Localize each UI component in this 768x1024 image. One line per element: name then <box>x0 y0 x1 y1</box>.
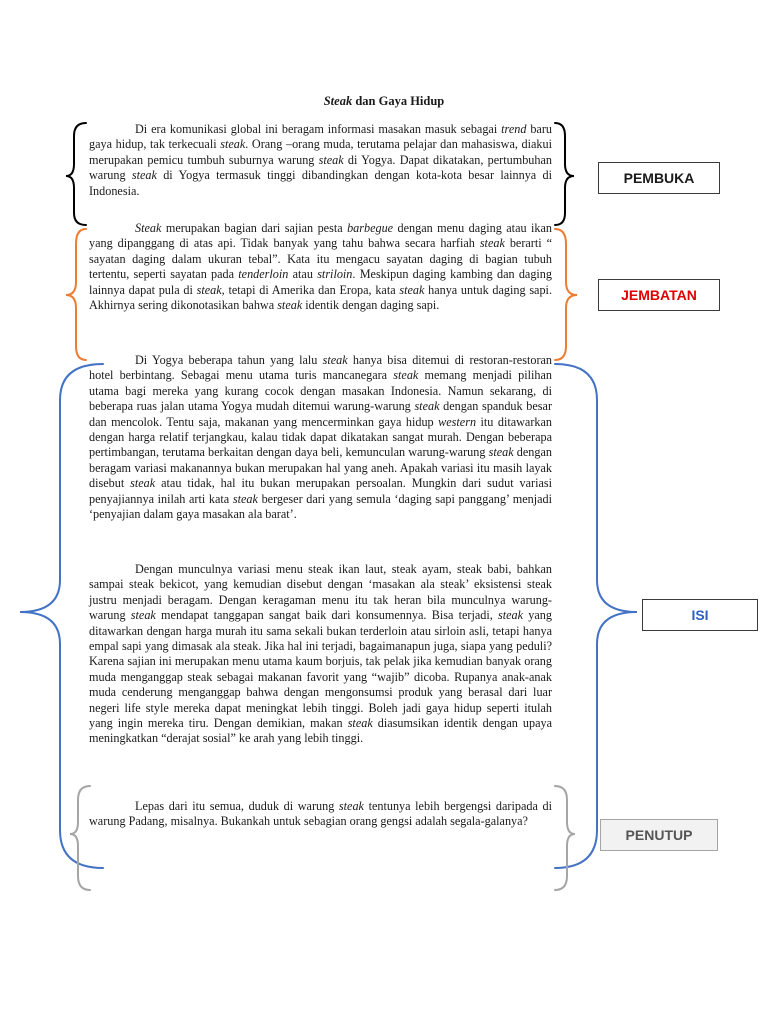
paragraph-pembuka <box>89 122 552 199</box>
paragraph-isi-2 <box>89 562 552 747</box>
text-run: atau <box>288 267 318 282</box>
isi-right-brace <box>555 364 637 868</box>
paragraph-isi-1 <box>89 353 552 522</box>
text-run: diasumsikan identik dengan upaya meningkatkan “derajat sosial” ke arah yang lebih tinggi. <box>89 716 552 746</box>
text-run: hanya untuk daging sapi. Akhirnya sering dikonotasikan bahwa <box>89 282 552 313</box>
text-run: mendapat tanggapan sangat baik dari konsumennya. Bisa terjadi, <box>155 608 498 623</box>
jembatan-right-brace <box>555 229 577 360</box>
italic-term: steak <box>393 368 419 383</box>
italic-term: steak <box>220 137 246 152</box>
text-run: , tetapi di Amerika dan Eropa, kata <box>221 282 400 297</box>
label-pembuka: PEMBUKA <box>598 162 720 194</box>
italic-term: tenderloin <box>238 267 289 282</box>
label-jembatan: JEMBATAN <box>598 279 720 311</box>
title-rest: dan Gaya Hidup <box>352 94 445 108</box>
pembuka-left-brace <box>66 123 86 225</box>
italic-term: steak <box>322 353 348 367</box>
pembuka-right-brace <box>555 123 574 225</box>
italic-term: steak <box>131 168 157 183</box>
paragraph-jembatan <box>89 221 552 313</box>
text-run: identik dengan daging sapi. <box>302 298 440 313</box>
italic-term: striloin <box>317 267 353 282</box>
text-run: dengan beragam variasi makanannya bukan merupakan hal yang aneh. Apakah variasi itu masih layak disebut <box>89 445 552 491</box>
text-run: Lepas dari itu semua, duduk di warung <box>135 799 339 813</box>
text-run: berarti “ sayatan daging dalam ukuran tebal”. Kata itu mengacu sayatan daging di bagian tubuh tertentu, seperti sayatan pada <box>89 236 552 282</box>
italic-term: Steak <box>135 221 162 235</box>
text-run: Di Yogya beberapa tahun yang lalu <box>135 353 323 367</box>
text-run: atau tidak, hal itu bukan merupakan persoalan. Mungkin dari sudut variasi penyajiannya inilah arti kata <box>89 476 552 506</box>
text-run: Di era komunikasi global ini beragam informasi masakan masuk sebagai <box>135 122 502 136</box>
penutup-left-brace <box>70 786 90 890</box>
text-run: di Yogya termasuk tinggi dibandingkan dengan kota-kota besar lainnya di Indonesia. <box>89 168 552 198</box>
text-run: baru gaya hidup, tak terkecuali <box>89 122 552 152</box>
paragraph-penutup <box>89 799 552 830</box>
text-run: yang ditawarkan dengan harga murah itu sama sekali bukan terderloin atau sirloin asli, tetapi hanya empal sapi yang dimasak ala steak. Jika hal ini terjadi, bagaimanapun juga, siapa yang peduli? Karena sajian ini merupakan menu utama kaum borjuis, tak pelak jika kemudian banyak orang muda menganggap steak sebagai makanan favorit yang “wajib” dicoba. Rupanya anak-anak muda cenderung menganggap bahwa dengan mengonsumsi produk yang berasal dari luar negeri life style mereka dapat meningkat lebih tinggi. Boleh jadi gaya hidup seperti itulah yang ingin mereka tiru. Dengan demikian, makan <box>89 608 552 731</box>
text-run: tentunya lebih bergengsi daripada di warung Padang, misalnya. Bukankah untuk sebagian orang gengsi adalah segala-galanya? <box>89 799 552 829</box>
text-run: memang menjadi pilihan utama bagi mereka yang kurang cocok dengan masakan Indonesia. Namun sekarang, di beberapa ruas jalan utama Yogya mudah ditemui warung-warung <box>89 368 552 414</box>
italic-term: steak <box>196 282 222 297</box>
italic-term: steak <box>347 716 373 731</box>
text-run: hanya bisa ditemui di restoran-restoran hotel berbintang. Sebagai menu utama turis mancanegara <box>89 353 553 383</box>
italic-term: steak <box>399 282 425 297</box>
paragraph-text <box>89 221 552 313</box>
text-run: dengan menu daging atau ikan yang dipanggang di atas api. Tidak banyak yang tahu bahwa secara harfiah <box>89 221 552 251</box>
title-italic: Steak <box>323 94 353 108</box>
italic-term: steak <box>130 608 156 623</box>
text-run: . Meskipun daging kambing dan daging lainnya dapat pula di <box>89 267 552 297</box>
italic-term: barbegue <box>347 221 394 235</box>
italic-term: steak <box>479 236 505 251</box>
italic-term: steak <box>130 476 156 491</box>
italic-term: steak <box>232 491 258 506</box>
text-run: itu ditawarkan dengan harga relatif terjangkau, kalau tidak dapat dikatakan sangat murah. Dengan beberapa pertimbangan, terutama berkaitan dengan daya beli, kemunculan warung-warung <box>89 414 552 460</box>
text-run: dengan spanduk besar dan mencolok. Tentu saja, makanan yang mencerminkan gaya hidup <box>89 399 552 429</box>
paragraph-text <box>89 799 552 830</box>
italic-term: steak <box>338 799 364 813</box>
paragraph-text <box>89 122 552 199</box>
paragraph-text <box>89 562 552 747</box>
page-title <box>0 94 768 109</box>
label-penutup: PENUTUP <box>600 819 718 851</box>
paragraph-text <box>89 353 552 522</box>
text-run: . Orang –orang muda, terutama pelajar dan mahasiswa, diakui merupakan pemicu tumbuh suburnya warung <box>89 137 552 167</box>
text-run: di Yogya. Dapat dikatakan, pertumbuhan warung <box>89 152 552 183</box>
italic-term: steak <box>318 152 344 167</box>
italic-term: steak <box>277 298 303 313</box>
italic-term: western <box>438 414 477 429</box>
jembatan-left-brace <box>66 229 86 360</box>
text-run: bergeser dari yang semula ‘daging sapi panggang’ menjadi ‘penyajian dalam gaya masakan ala barat’. <box>89 491 552 522</box>
text-run: merupakan bagian dari sajian pesta <box>161 221 348 235</box>
text-run: Dengan munculnya variasi menu steak ikan laut, steak ayam, steak babi, bahkan sampai steak bekicot, yang kemudian disebut dengan ‘masakan ala steak’ eksistensi steak justru menjadi beragam. Dengan keragaman menu itu tak heran bila munculnya warung-warung <box>89 562 552 623</box>
label-isi: ISI <box>642 599 758 631</box>
italic-term: steak <box>498 608 524 623</box>
italic-term: steak <box>414 399 440 414</box>
italic-term: trend <box>501 122 527 136</box>
penutup-right-brace <box>555 786 575 890</box>
italic-term: steak <box>488 445 514 460</box>
